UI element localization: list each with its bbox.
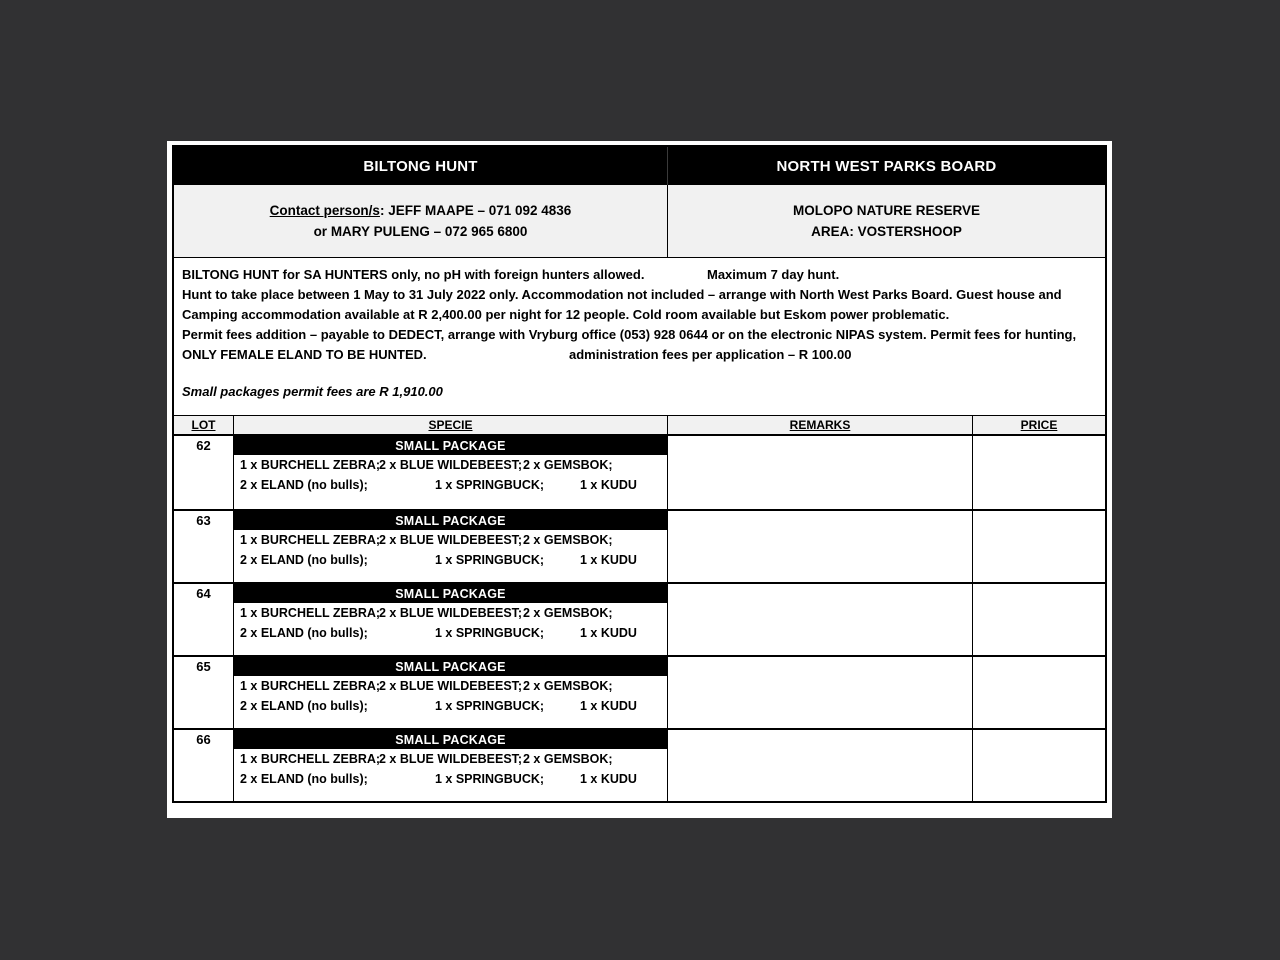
specie-item: 1 x KUDU [580,626,637,640]
notes-line-1 [182,265,1105,285]
notes-line-4 [182,325,1105,345]
package-title-bar: SMALL PACKAGE [234,730,667,749]
specie-cell [234,584,668,655]
notes-text: Hunt to take place between 1 May to 31 July 2022 only. Accommodation not included – arrange with North West Parks Board. Guest house and [182,287,1062,302]
specie-item: 1 x KUDU [580,699,637,713]
specie-item: 1 x SPRINGBUCK; [435,553,545,567]
contact-info [174,185,668,257]
specie-line-1 [234,749,667,769]
table-row [174,509,1105,582]
notes-permit-fee: Small packages permit fees are R 1,910.00 [182,384,443,399]
specie-item: 2 x BLUE WILDEBEEST; [379,679,523,693]
organisation-title: NORTH WEST PARKS BOARD [776,157,997,175]
specie-item: 1 x SPRINGBUCK; [435,478,545,492]
table-row [174,582,1105,655]
specie-item: 1 x SPRINGBUCK; [435,699,545,713]
reserve-name: MOLOPO NATURE RESERVE [792,203,981,218]
price-cell [973,584,1105,655]
specie-item: 1 x KUDU [580,772,637,786]
notes-text: BILTONG HUNT for SA HUNTERS only, no pH with foreign hunters allowed. [182,267,645,282]
specie-line-2 [234,623,667,643]
specie-item: 2 x GEMSBOK; [523,458,613,472]
document-title: BILTONG HUNT [174,147,668,185]
specie-line-1 [234,530,667,550]
specie-item: 2 x ELAND (no bulls); [240,772,368,786]
package-title-bar: SMALL PACKAGE [234,436,667,455]
reserve-info [668,185,1105,257]
specie-item: 2 x BLUE WILDEBEEST; [379,458,523,472]
specie-item: 2 x BLUE WILDEBEEST; [379,606,523,620]
specie-line-2 [234,550,667,570]
package-title-bar: SMALL PACKAGE [234,657,667,676]
lot-number: 66 [174,730,234,801]
specie-item: 1 x KUDU [580,553,637,567]
specie-item: 1 x KUDU [580,478,637,492]
table-row [174,436,1105,509]
lot-number: 62 [174,436,234,509]
price-cell [973,511,1105,582]
column-header-remarks: REMARKS [668,416,973,434]
specie-item: 2 x ELAND (no bulls); [240,626,368,640]
specie-line-2 [234,769,667,789]
notes-text: Camping accommodation available at R 2,400.00 per night for 12 people. Cold room available but Eskom power problematic. [182,307,950,322]
specie-item: 1 x BURCHELL ZEBRA; [240,533,381,547]
specie-item: 2 x ELAND (no bulls); [240,478,368,492]
specie-item: 2 x BLUE WILDEBEEST; [379,533,523,547]
title-bar-row [174,147,1105,185]
column-header-specie: SPECIE [234,416,668,434]
lot-number: 65 [174,657,234,728]
specie-item: 1 x BURCHELL ZEBRA; [240,752,381,766]
column-header-lot: LOT [174,416,234,434]
specie-cell [234,730,668,801]
specie-item: 1 x SPRINGBUCK; [435,772,545,786]
specie-line-2 [234,475,667,495]
table-row [174,728,1105,801]
specie-cell [234,436,668,509]
specie-item: 2 x ELAND (no bulls); [240,699,368,713]
price-cell [973,436,1105,509]
column-header-price: PRICE [1020,418,1058,432]
notes-max-days: Maximum 7 day hunt. [707,267,840,282]
notes-section [174,257,1105,415]
specie-line-2 [234,696,667,716]
notes-text: Permit fees addition – payable to DEDECT, arrange with Vryburg office (053) 928 0644 or on the electronic NIPAS system. Permit fees for hunting, [182,327,1077,342]
notes-eland-rule: ONLY FEMALE ELAND TO BE HUNTED. [182,347,427,362]
contact-label: Contact person/s [269,203,380,218]
notes-line-5 [182,345,1105,365]
specie-item: 1 x BURCHELL ZEBRA; [240,458,381,472]
contact-line-1 [270,200,572,221]
price-cell [973,657,1105,728]
notes-admin-fee: administration fees per application – R 100.00 [569,347,852,362]
document-page [167,141,1112,818]
notes-line-3 [182,305,1105,325]
contact-person-1: : JEFF MAAPE – 071 092 4836 [379,203,572,218]
hunt-lot-sheet [172,145,1107,803]
contact-person-2: or MARY PULENG – 072 965 6800 [313,224,528,239]
specie-line-1 [234,455,667,475]
specie-line-1 [234,676,667,696]
specie-item: 2 x GEMSBOK; [523,606,613,620]
lot-number: 63 [174,511,234,582]
specie-item: 1 x BURCHELL ZEBRA; [240,606,381,620]
table-row [174,655,1105,728]
remarks-cell [668,436,973,509]
specie-cell [234,657,668,728]
specie-item: 1 x SPRINGBUCK; [435,626,545,640]
specie-item: 2 x GEMSBOK; [523,679,613,693]
notes-line-2 [182,285,1105,305]
remarks-cell [668,657,973,728]
specie-item: 2 x GEMSBOK; [523,752,613,766]
package-title-bar: SMALL PACKAGE [234,584,667,603]
specie-line-1 [234,603,667,623]
specie-item: 1 x BURCHELL ZEBRA; [240,679,381,693]
lot-number: 64 [174,584,234,655]
specie-item: 2 x BLUE WILDEBEEST; [379,752,523,766]
remarks-cell [668,730,973,801]
remarks-cell [668,511,973,582]
package-title-bar: SMALL PACKAGE [234,511,667,530]
specie-item: 2 x ELAND (no bulls); [240,553,368,567]
specie-item: 2 x GEMSBOK; [523,533,613,547]
remarks-cell [668,584,973,655]
table-header-row [174,415,1105,436]
reserve-area: AREA: VOSTERSHOOP [811,224,962,239]
price-cell [973,730,1105,801]
contact-row [174,185,1105,257]
specie-cell [234,511,668,582]
